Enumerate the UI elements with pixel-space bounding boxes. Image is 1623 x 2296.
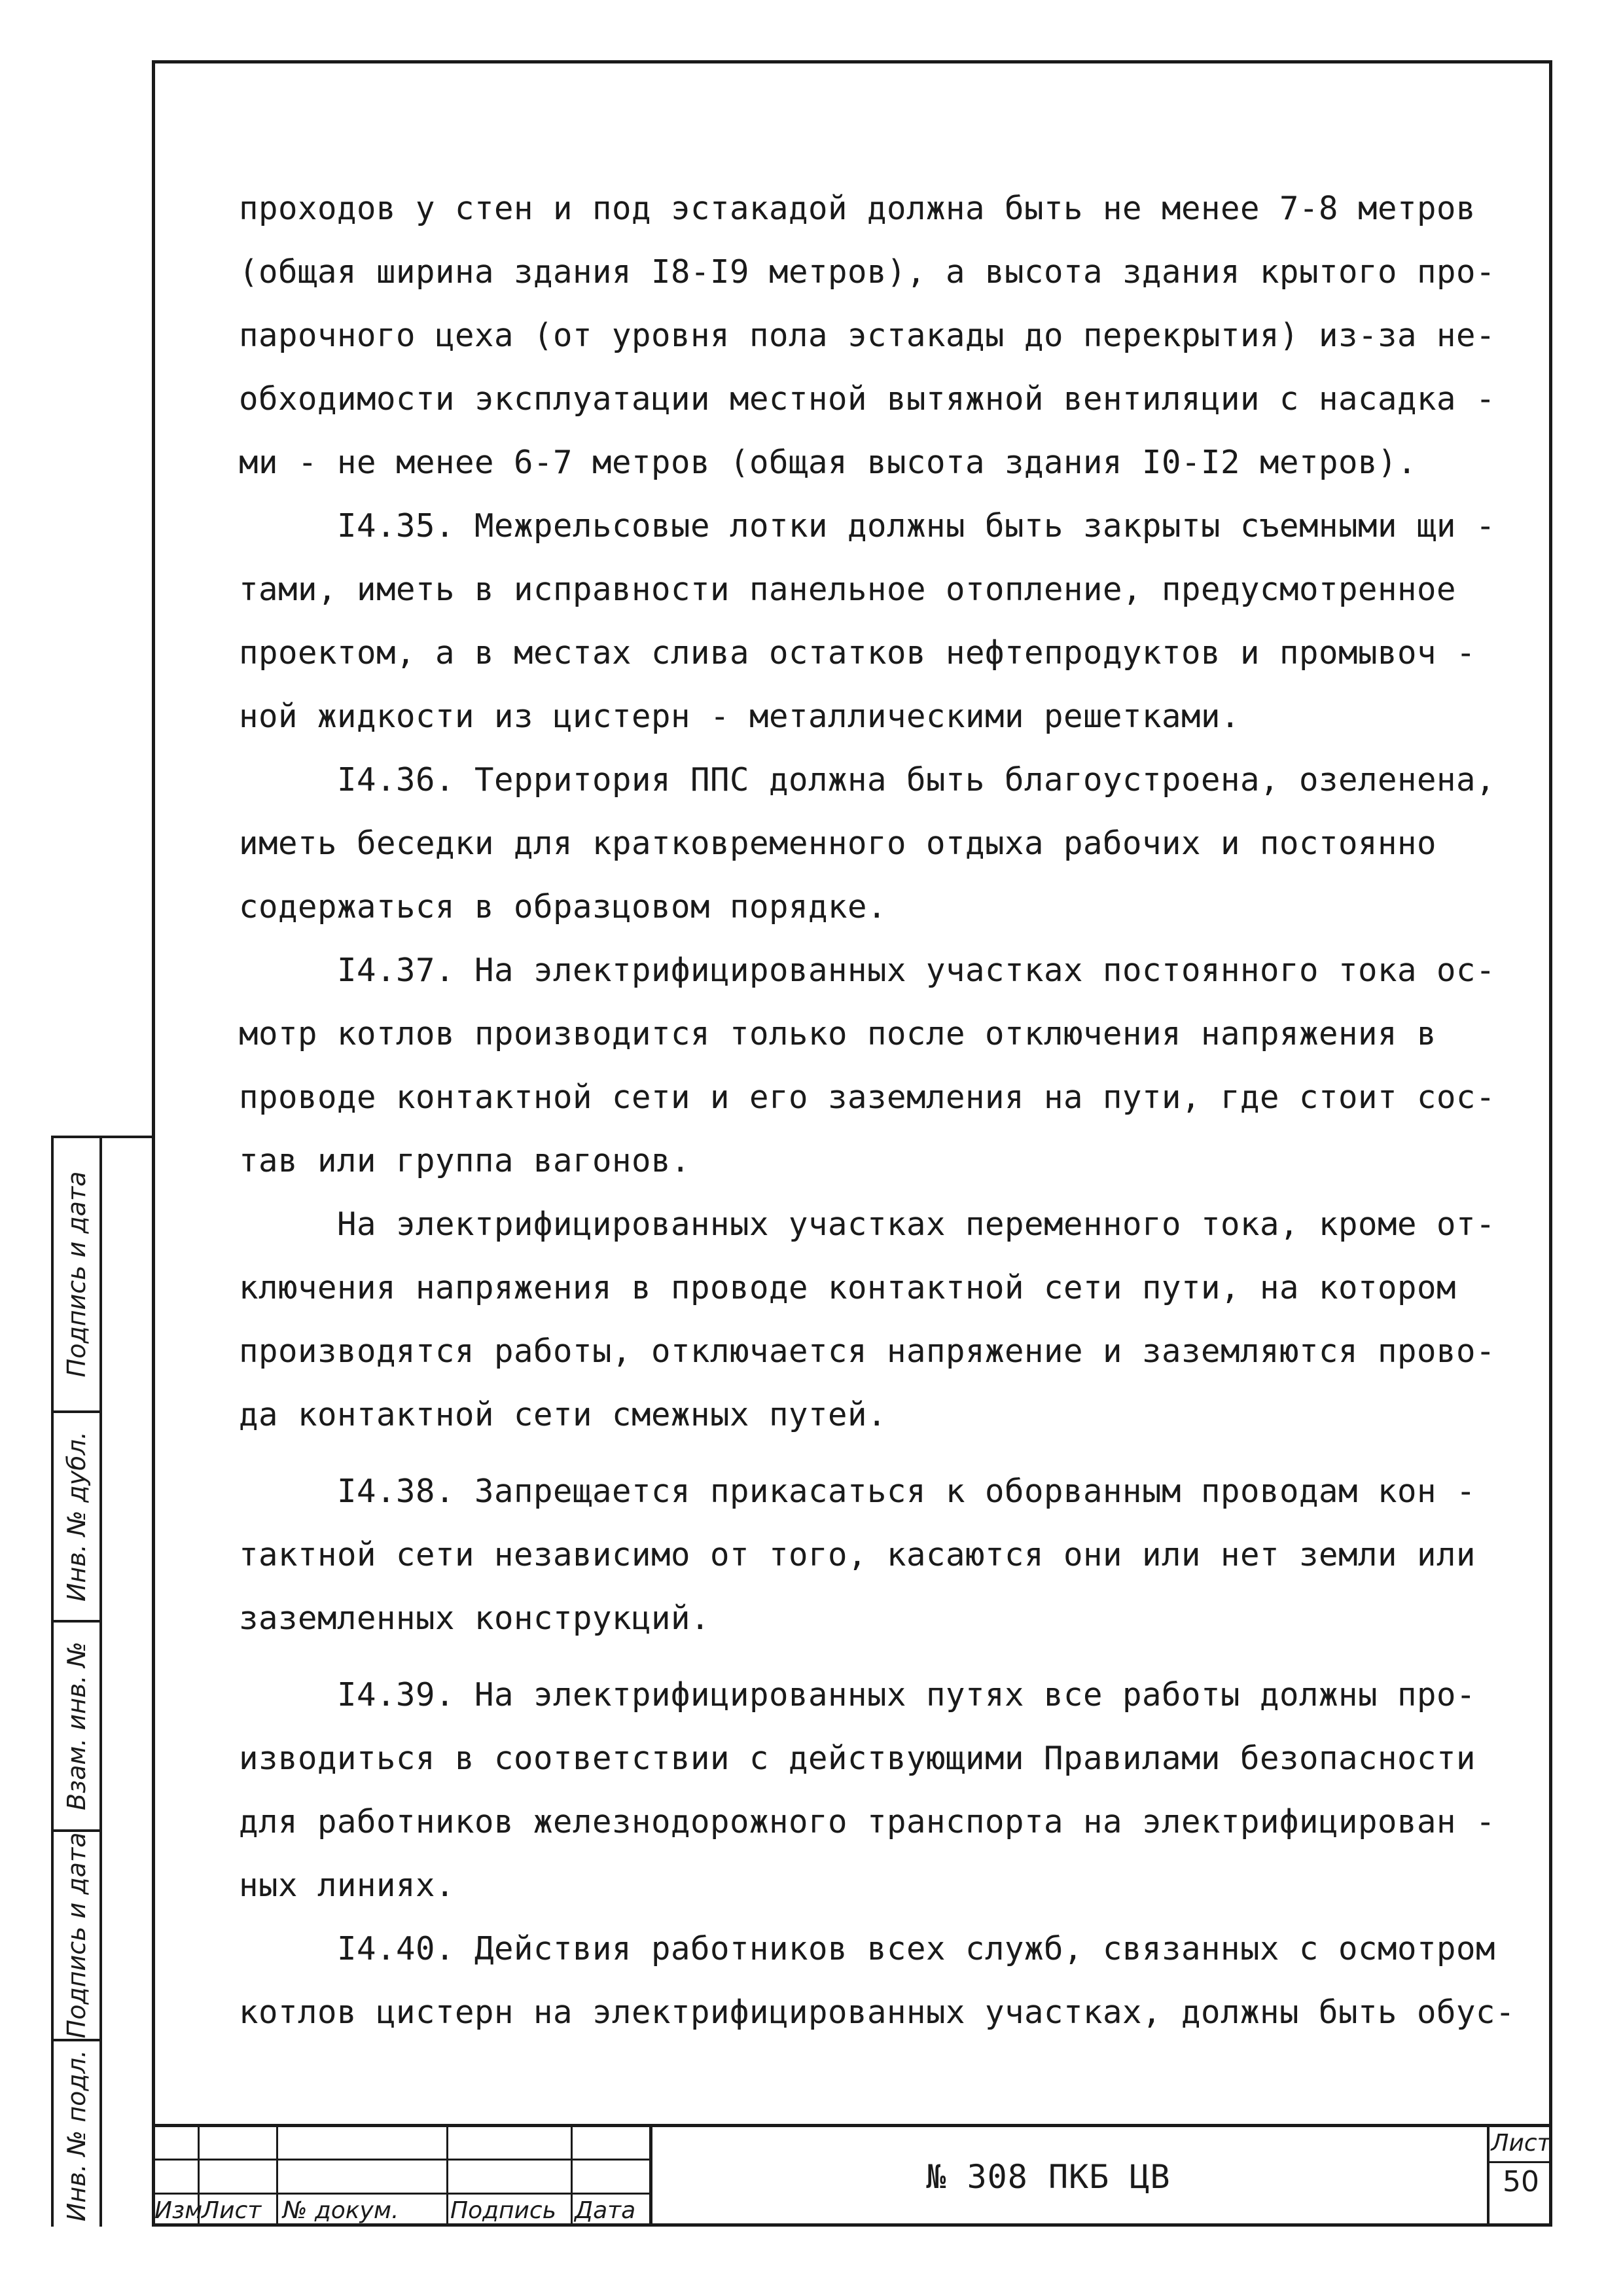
text-line: иметь беседки для кратковременного отдыха рабочих и постоянно <box>239 825 1437 862</box>
stamp-cell-signature-date-1 <box>54 1138 99 1413</box>
paragraph-gap <box>239 1446 1522 1460</box>
margin-stamp <box>51 1136 152 2227</box>
text-line: I4.38. Запрещается прикасаться к оборванным проводам кон - <box>337 1473 1476 1510</box>
grid-row-line <box>152 2159 649 2161</box>
text-line: мотр котлов производится только после отключения напряжения в <box>239 1015 1437 1052</box>
stamp-label: Взам. инв. № <box>62 1641 91 1811</box>
text-line: I4.39. На электрифицированных путях все работы должны про- <box>337 1676 1476 1713</box>
revision-grid <box>152 2127 649 2227</box>
text-line: ных линиях. <box>239 1867 455 1904</box>
text-line: обходимости эксплуатации местной вытяжной вентиляции с насадка - <box>239 380 1496 418</box>
text-line: I4.35. Межрельсовые лотки должны быть закрыты съемными щи - <box>337 507 1496 545</box>
text-line: I4.37. На электрифицированных участках постоянного тока ос- <box>337 952 1496 989</box>
sheet-number: 50 <box>1503 2165 1539 2198</box>
column-label-list: Лист <box>202 2197 262 2224</box>
stamp-label: Инв. № подл. <box>62 2049 91 2221</box>
column-label-izm: Изм <box>154 2197 203 2224</box>
grid-row-line <box>152 2193 649 2195</box>
text-line: котлов цистерн на электрифицированных участках, должны быть обус- <box>239 1994 1516 2031</box>
text-line: заземленных конструкций. <box>239 1600 711 1637</box>
text-line: производятся работы, отключается напряжение и заземляются прово- <box>239 1333 1496 1370</box>
text-line: тами, иметь в исправности панельное отопление, предусмотренное <box>239 571 1457 608</box>
text-line: (общая ширина здания I8-I9 метров), а высота здания крытого про- <box>239 253 1496 291</box>
stamp-cell-replace-inv <box>54 1623 99 1832</box>
sheet-label: Лист <box>1489 2130 1552 2163</box>
text-line: ключения напряжения в проводе контактной сети пути, на котором <box>239 1269 1457 1306</box>
stamp-label: Подпись и дата <box>62 1171 91 1378</box>
stamp-cell-orig-inv <box>54 2041 99 2229</box>
column-label-date: Дата <box>575 2197 636 2224</box>
stamp-label: Инв. № дубл. <box>62 1431 91 1602</box>
text-line: содержаться в образцовом порядке. <box>239 888 887 925</box>
column-label-doc: № докум. <box>283 2197 399 2224</box>
stamp-label: Подпись и дата <box>62 1832 91 2039</box>
text-line: I4.36. Территория ППС должна быть благоустроена, озеленена, <box>337 761 1496 798</box>
text-line: парочного цеха (от уровня пола эстакады до перекрытия) из-за не- <box>239 317 1496 354</box>
text-line: да контактной сети смежных путей. <box>239 1396 887 1433</box>
grid-col-line <box>276 2127 278 2227</box>
text-line: проектом, а в местах слива остатков нефтепродуктов и промывоч - <box>239 634 1476 672</box>
text-line: проводе контактной сети и его заземления на пути, где стоит сос- <box>239 1079 1496 1116</box>
title-block <box>152 2124 1552 2227</box>
stamp-cell-signature-date-2 <box>54 1832 99 2041</box>
text-line: ми - не менее 6-7 метров (общая высота здания I0-I2 метров). <box>239 444 1418 481</box>
grid-col-line <box>571 2127 573 2227</box>
document-number: № 308 ПКБ ЦВ <box>926 2158 1171 2196</box>
text-line: для работников железнодорожного транспорта на электрифицирован - <box>239 1803 1496 1840</box>
column-label-signature: Подпись <box>450 2197 556 2224</box>
text-line: На электрифицированных участках переменного тока, кроме от- <box>337 1206 1496 1243</box>
stamp-cell-dupl-inv <box>54 1413 99 1623</box>
paragraph-gap <box>239 1650 1522 1663</box>
text-line: тав или группа вагонов. <box>239 1142 691 1179</box>
text-line: I4.40. Действия работников всех служб, связанных с осмотром <box>337 1930 1496 1967</box>
text-line: изводиться в соответствии с действующими Правилами безопасности <box>239 1740 1476 1777</box>
grid-col-line <box>446 2127 448 2227</box>
sheet-box <box>1487 2127 1552 2227</box>
stamp-column-divider <box>99 1138 102 2227</box>
text-line: проходов у стен и под эстакадой должна быть не менее 7-8 метров <box>239 190 1476 227</box>
text-line: ной жидкости из цистерн - металлическими решетками. <box>239 698 1241 735</box>
document-body <box>239 177 1522 2044</box>
text-line: тактной сети независимо от того, касаются они или нет земли или <box>239 1536 1476 1573</box>
